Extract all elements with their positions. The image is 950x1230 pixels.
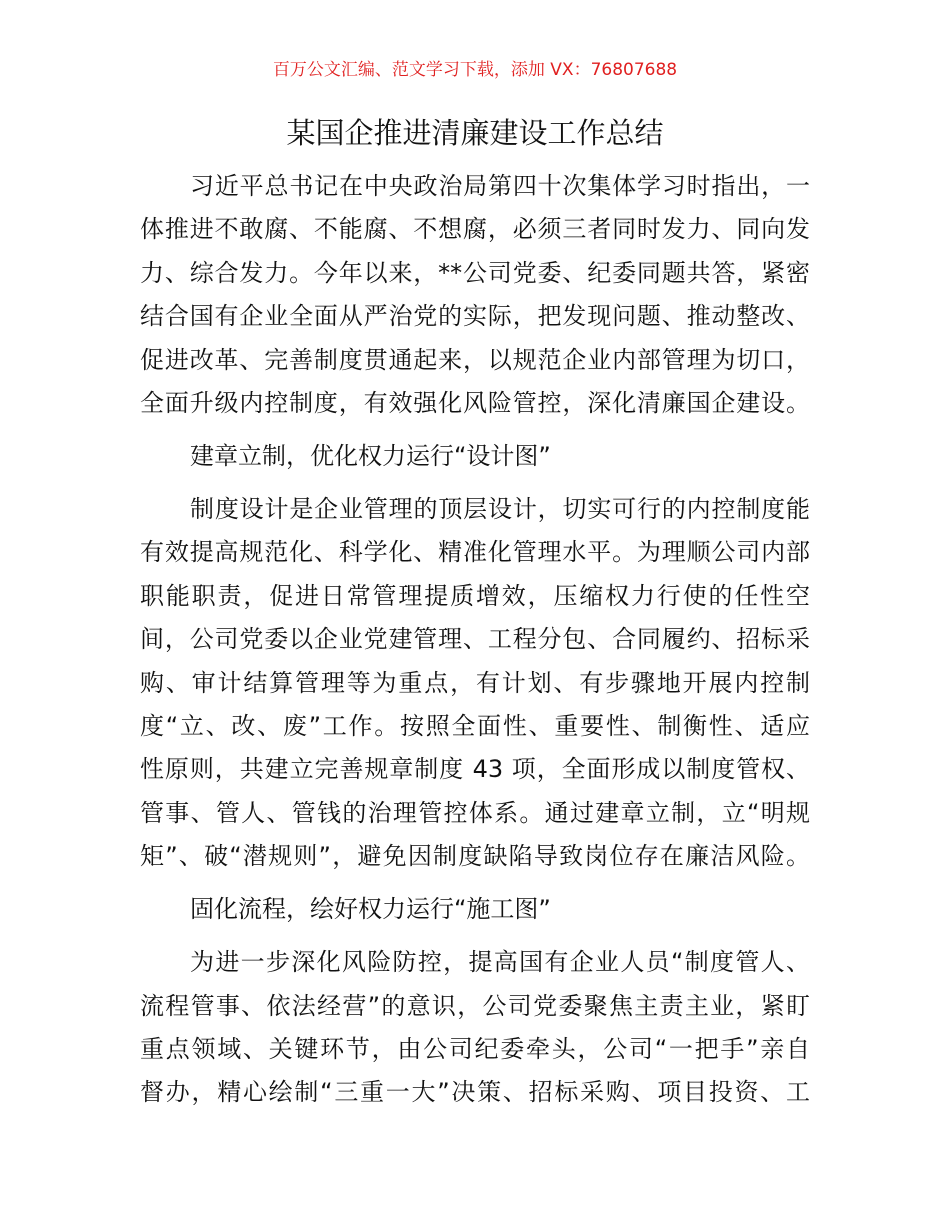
paragraph-line: 力、综合发力。今年以来，**公司党委、纪委同题共答，紧密 bbox=[140, 258, 810, 287]
document-title: 某国企推进清廉建设工作总结 bbox=[286, 116, 664, 150]
paragraph-line: 督办，精心绘制“三重一大”决策、招标采购、项目投资、工 bbox=[140, 1078, 810, 1107]
paragraph-line: 度“立、改、废”工作。按照全面性、重要性、制衡性、适应 bbox=[140, 712, 810, 740]
paragraph-line: 流程管事、依法经营”的意识，公司党委聚焦主责主业，紧盯 bbox=[140, 991, 810, 1020]
paragraph-line: 购、审计结算管理等为重点，有计划、有步骤地开展内控制 bbox=[140, 668, 810, 697]
paragraph-line: 全面升级内控制度，有效强化风险管控，深化清廉国企建设。 bbox=[140, 389, 810, 417]
paragraph-line: 有效提高规范化、科学化、精准化管理水平。为理顺公司内部 bbox=[140, 538, 810, 567]
paragraph-line: 职能职责，促进日常管理提质增效，压缩权力行使的任性空 bbox=[140, 581, 810, 610]
paragraph-line: 矩”、破“潜规则”，避免因制度缺陷导致岗位存在廉洁风险。 bbox=[140, 842, 810, 871]
paragraph-line: 性原则，共建立完善规章制度 43 项，全面形成以制度管权、 bbox=[140, 755, 810, 784]
paragraph-line: 体推进不敢腐、不能腐、不想腐，必须三者同时发力、同向发 bbox=[140, 215, 810, 244]
section-heading: 建章立制，优化权力运行“设计图” bbox=[190, 442, 551, 470]
paragraph-line: 间，公司党委以企业党建管理、工程分包、合同履约、招标采 bbox=[140, 625, 810, 654]
paragraph-line: 结合国有企业全面从严治党的实际，把发现问题、推动整改、 bbox=[140, 302, 810, 331]
paragraph-line: 促进改革、完善制度贯通起来，以规范企业内部管理为切口， bbox=[140, 345, 810, 374]
paragraph-line: 制度设计是企业管理的顶层设计，切实可行的内控制度能 bbox=[190, 495, 810, 523]
section-heading: 固化流程，绘好权力运行“施工图” bbox=[190, 895, 551, 924]
paragraph-line: 习近平总书记在中央政治局第四十次集体学习时指出，一 bbox=[190, 172, 810, 200]
paragraph-line: 重点领域、关键环节，由公司纪委牵头，公司“一把手”亲自 bbox=[140, 1035, 810, 1063]
paragraph-line: 为进一步深化风险防控，提高国有企业人员“制度管人、 bbox=[190, 948, 810, 977]
watermark-banner: 百万公文汇编、范文学习下载，添加 VX：76807688 bbox=[272, 60, 678, 80]
paragraph-line: 管事、管人、管钱的治理管控体系。通过建章立制，立“明规 bbox=[140, 798, 810, 827]
